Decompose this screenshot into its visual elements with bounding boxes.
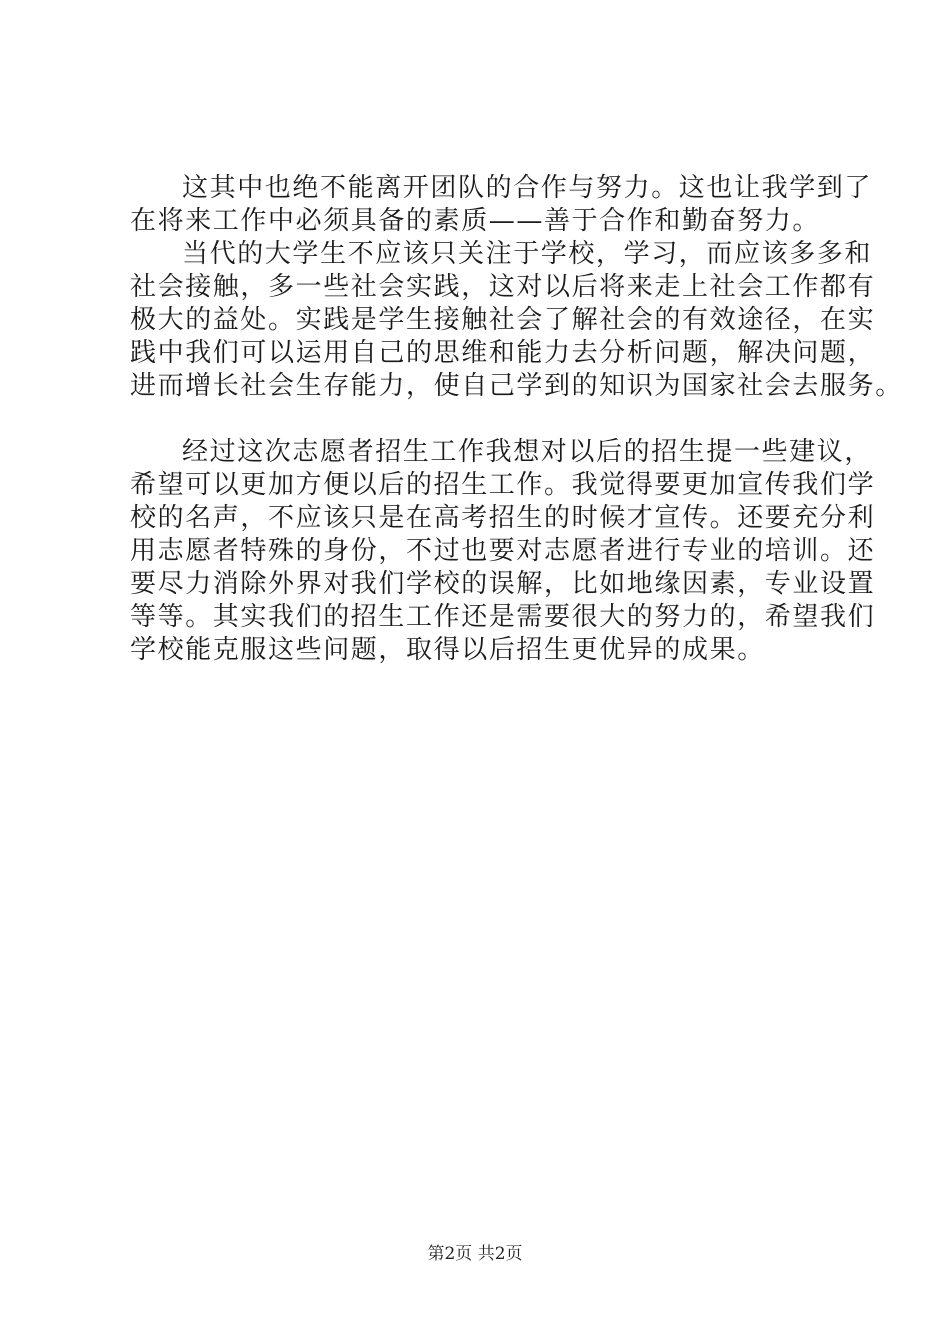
text-line: 践中我们可以运用自己的思维和能力去分析问题，解决问题， [130,338,876,368]
text-line: 当代的大学生不应该只关注于学校，学习，而应该多多和 [182,239,873,269]
paragraph-1 [130,172,873,238]
text-line: 极大的益处。实践是学生接触社会了解社会的有效途径，在实 [130,305,876,335]
paragraph-3 [130,436,876,667]
page-number-footer: 第2页 共2页 [427,1244,523,1264]
text-line: 校的名声，不应该只是在高考招生的时候才宣传。还要充分利 [130,503,876,533]
document-body [130,172,903,667]
text-line: 希望可以更加方便以后的招生工作。我觉得要更加宣传我们学 [130,470,876,500]
text-line: 在将来工作中必须具备的素质——善于合作和勤奋努力。 [130,206,821,236]
text-line: 等等。其实我们的招生工作还是需要很大的努力的，希望我们 [130,602,876,632]
text-line: 进而增长社会生存能力，使自己学到的知识为国家社会去服务。 [130,371,903,401]
paragraph-spacer [130,403,834,436]
text-line: 经过这次志愿者招生工作我想对以后的招生提一些建议， [182,437,873,467]
paragraph-2 [130,238,903,403]
text-line: 用志愿者特殊的身份，不过也要对志愿者进行专业的培训。还 [130,536,876,566]
text-line: 这其中也绝不能离开团队的合作与努力。这也让我学到了 [182,173,873,203]
text-line: 社会接触，多一些社会实践，这对以后将来走上社会工作都有 [130,272,876,302]
text-line: 学校能克服这些问题，取得以后招生更优异的成果。 [130,635,765,665]
text-line: 要尽力消除外界对我们学校的误解，比如地缘因素，专业设置 [130,569,876,599]
